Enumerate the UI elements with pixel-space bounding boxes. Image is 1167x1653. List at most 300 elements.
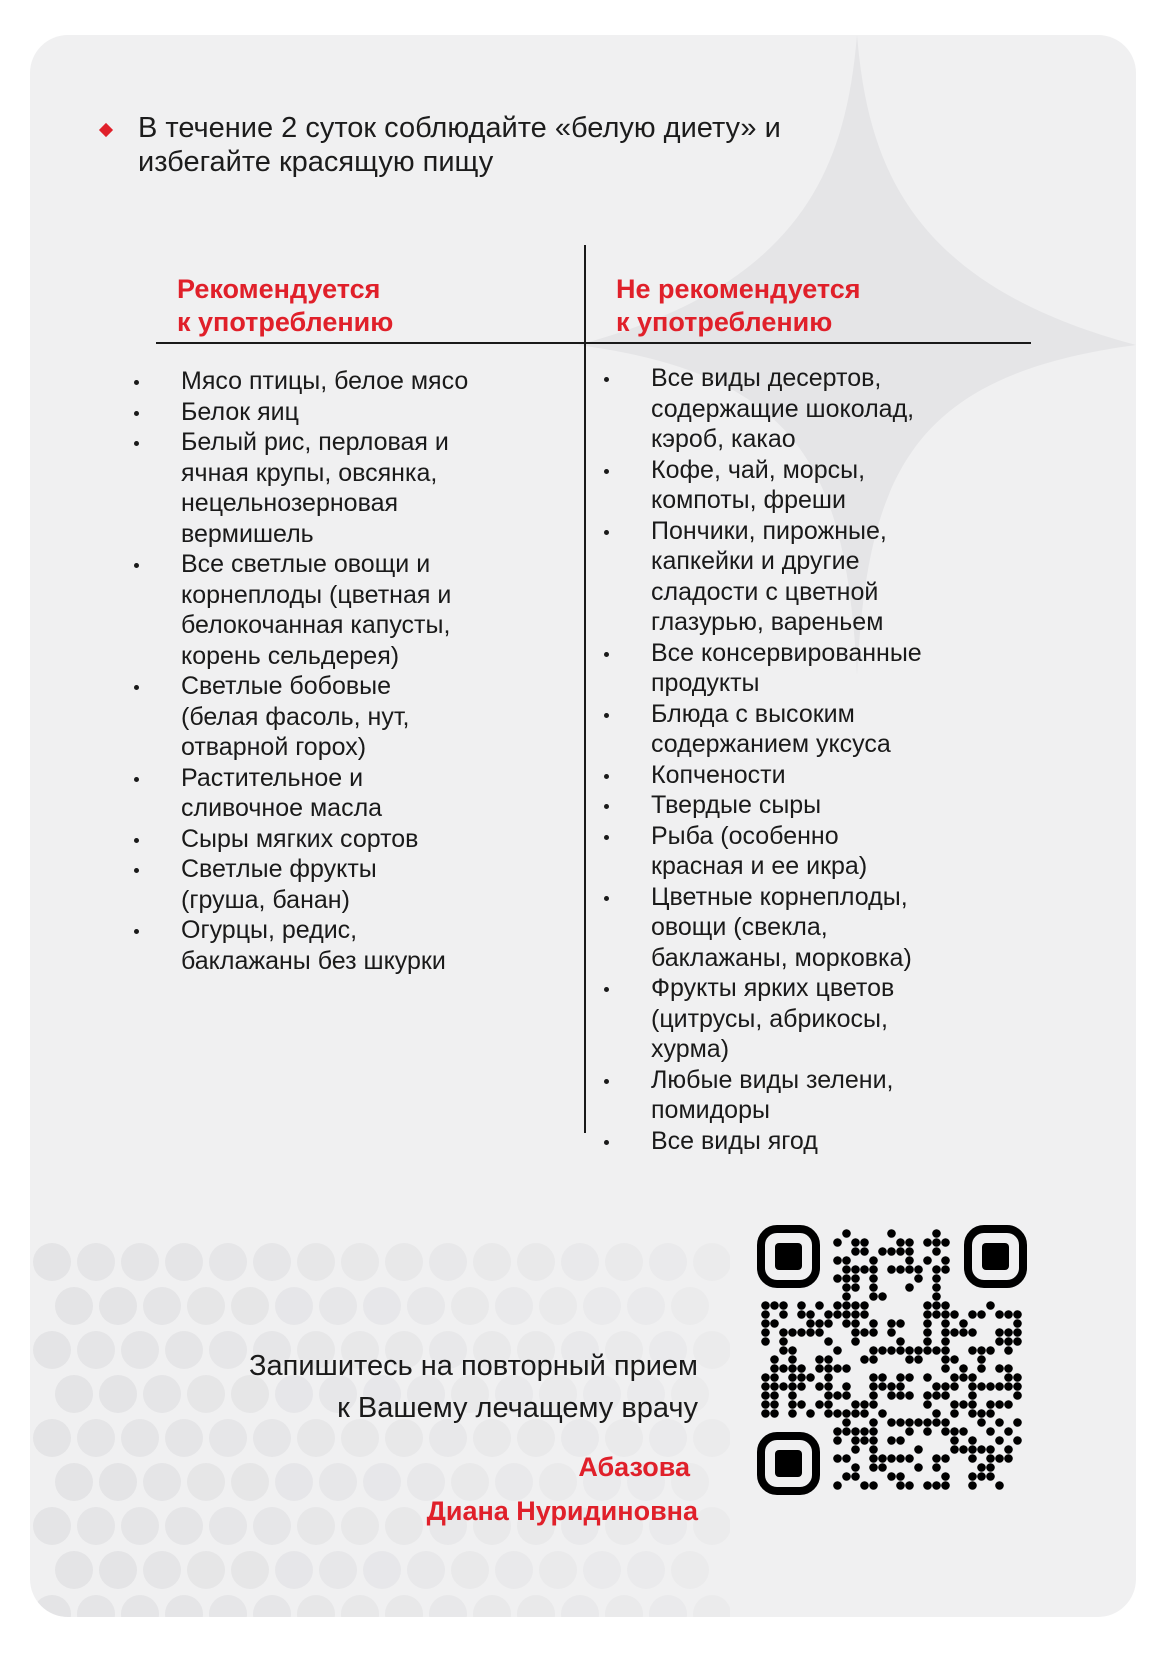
qr-module xyxy=(779,1346,788,1355)
qr-module xyxy=(923,1319,932,1328)
qr-module xyxy=(815,1382,824,1391)
qr-module xyxy=(941,1238,950,1247)
qr-module xyxy=(887,1391,896,1400)
list-item: Белый рис, перловая и ячная крупы, овсянка, нецельнозерновая вермишель xyxy=(130,427,550,549)
qr-module xyxy=(842,1256,851,1265)
qr-module xyxy=(932,1409,941,1418)
qr-module xyxy=(824,1400,833,1409)
qr-module xyxy=(860,1481,869,1490)
qr-module xyxy=(977,1364,986,1373)
pattern-dot xyxy=(451,1287,489,1325)
qr-module xyxy=(887,1382,896,1391)
qr-module xyxy=(887,1328,896,1337)
qr-module xyxy=(833,1427,842,1436)
qr-finder-top-right xyxy=(968,1229,1023,1284)
qr-module xyxy=(896,1418,905,1427)
qr-module xyxy=(986,1409,995,1418)
qr-module xyxy=(851,1400,860,1409)
qr-module xyxy=(1013,1436,1022,1445)
pattern-dot xyxy=(649,1243,687,1281)
qr-module xyxy=(941,1418,950,1427)
pattern-dot xyxy=(275,1287,313,1325)
pattern-dot xyxy=(33,1331,71,1369)
pattern-dot xyxy=(561,1243,599,1281)
qr-module xyxy=(788,1382,797,1391)
qr-module xyxy=(905,1427,914,1436)
qr-module xyxy=(896,1472,905,1481)
qr-module xyxy=(878,1247,887,1256)
qr-module xyxy=(815,1319,824,1328)
pattern-dot xyxy=(407,1551,445,1589)
qr-module xyxy=(842,1364,851,1373)
qr-module xyxy=(869,1445,878,1454)
qr-module xyxy=(833,1238,842,1247)
qr-module xyxy=(761,1310,770,1319)
pattern-dot xyxy=(143,1287,181,1325)
qr-module xyxy=(824,1391,833,1400)
qr-module xyxy=(770,1319,779,1328)
pattern-dot xyxy=(121,1243,159,1281)
qr-module xyxy=(833,1454,842,1463)
pattern-dot xyxy=(385,1595,423,1617)
pattern-dot xyxy=(55,1287,93,1325)
qr-module xyxy=(869,1382,878,1391)
pattern-dot xyxy=(253,1243,291,1281)
recommended-title: Рекомендуется к употреблению xyxy=(177,274,394,337)
pattern-dot xyxy=(297,1595,335,1617)
qr-module xyxy=(761,1328,770,1337)
qr-module xyxy=(914,1463,923,1472)
qr-module xyxy=(968,1391,977,1400)
qr-module xyxy=(869,1274,878,1283)
info-card xyxy=(30,35,1136,1617)
list-item: Любые виды зелени, помидоры xyxy=(600,1065,1020,1126)
qr-module xyxy=(815,1364,824,1373)
qr-module xyxy=(851,1238,860,1247)
pattern-dot xyxy=(33,1419,71,1457)
qr-module xyxy=(914,1274,923,1283)
qr-module xyxy=(923,1400,932,1409)
qr-module xyxy=(878,1409,887,1418)
qr-module xyxy=(959,1319,968,1328)
qr-module xyxy=(833,1391,842,1400)
qr-module xyxy=(887,1247,896,1256)
pattern-dot xyxy=(55,1551,93,1589)
qr-module xyxy=(995,1364,1004,1373)
qr-module xyxy=(860,1436,869,1445)
qr-module xyxy=(869,1319,878,1328)
qr-module xyxy=(914,1355,923,1364)
qr-finder-top-left xyxy=(761,1229,816,1284)
list-item: Все консервированные продукты xyxy=(600,638,1020,699)
pattern-dot xyxy=(583,1287,621,1325)
qr-module xyxy=(851,1283,860,1292)
qr-module xyxy=(1004,1337,1013,1346)
qr-module xyxy=(941,1310,950,1319)
qr-module xyxy=(824,1409,833,1418)
qr-module xyxy=(896,1247,905,1256)
qr-module xyxy=(959,1427,968,1436)
qr-module xyxy=(1004,1427,1013,1436)
qr-finder-bottom-left xyxy=(761,1436,816,1491)
qr-module xyxy=(986,1301,995,1310)
pattern-dot xyxy=(627,1287,665,1325)
qr-module xyxy=(923,1337,932,1346)
qr-module xyxy=(959,1328,968,1337)
qr-module xyxy=(932,1265,941,1274)
pattern-dot xyxy=(231,1463,269,1501)
pattern-dot xyxy=(693,1331,730,1369)
qr-module xyxy=(869,1400,878,1409)
qr-module xyxy=(860,1328,869,1337)
qr-module xyxy=(797,1310,806,1319)
qr-module xyxy=(887,1472,896,1481)
qr-module xyxy=(1004,1346,1013,1355)
qr-module xyxy=(824,1319,833,1328)
qr-module xyxy=(869,1265,878,1274)
qr-module xyxy=(923,1238,932,1247)
doctor-name xyxy=(290,1445,698,1533)
qr-module xyxy=(896,1346,905,1355)
pattern-dot xyxy=(561,1595,599,1617)
qr-module xyxy=(878,1382,887,1391)
qr-module xyxy=(824,1364,833,1373)
qr-module xyxy=(995,1454,1004,1463)
qr-module xyxy=(851,1319,860,1328)
pattern-dot xyxy=(77,1507,115,1545)
qr-module xyxy=(968,1454,977,1463)
qr-module xyxy=(833,1346,842,1355)
list-item: Все виды ягод xyxy=(600,1126,1020,1157)
qr-module xyxy=(905,1346,914,1355)
qr-module xyxy=(779,1328,788,1337)
pattern-dot xyxy=(275,1551,313,1589)
qr-module xyxy=(1013,1328,1022,1337)
qr-module xyxy=(914,1346,923,1355)
qr-module xyxy=(896,1373,905,1382)
pattern-dot xyxy=(121,1507,159,1545)
qr-module xyxy=(923,1418,932,1427)
qr-module xyxy=(914,1445,923,1454)
qr-module xyxy=(896,1265,905,1274)
qr-module xyxy=(932,1454,941,1463)
pattern-dot xyxy=(385,1243,423,1281)
qr-module xyxy=(968,1436,977,1445)
qr-module xyxy=(977,1382,986,1391)
qr-module xyxy=(914,1418,923,1427)
qr-module xyxy=(941,1301,950,1310)
qr-module xyxy=(968,1382,977,1391)
pattern-dot xyxy=(33,1595,71,1617)
pattern-dot xyxy=(473,1595,511,1617)
qr-module xyxy=(905,1418,914,1427)
qr-module xyxy=(977,1355,986,1364)
qr-module xyxy=(833,1481,842,1490)
qr-module xyxy=(941,1346,950,1355)
qr-module xyxy=(770,1364,779,1373)
qr-module xyxy=(842,1283,851,1292)
list-item: Твердые сыры xyxy=(600,790,1020,821)
pattern-dot xyxy=(99,1463,137,1501)
qr-module xyxy=(761,1400,770,1409)
qr-module xyxy=(842,1229,851,1238)
qr-module xyxy=(770,1409,779,1418)
qr-module xyxy=(833,1274,842,1283)
qr-module xyxy=(1013,1382,1022,1391)
pattern-dot xyxy=(55,1375,93,1413)
qr-module xyxy=(842,1454,851,1463)
qr-module xyxy=(761,1373,770,1382)
qr-module xyxy=(860,1247,869,1256)
qr-module xyxy=(842,1301,851,1310)
pattern-dot xyxy=(33,1507,71,1545)
qr-module xyxy=(1004,1310,1013,1319)
qr-module xyxy=(851,1265,860,1274)
pattern-dot xyxy=(187,1463,225,1501)
qr-module xyxy=(797,1301,806,1310)
pattern-dot xyxy=(143,1463,181,1501)
pattern-dot xyxy=(231,1551,269,1589)
qr-module xyxy=(806,1409,815,1418)
qr-module xyxy=(851,1328,860,1337)
qr-module xyxy=(905,1454,914,1463)
qr-module xyxy=(905,1265,914,1274)
qr-module xyxy=(833,1436,842,1445)
pattern-dot xyxy=(693,1595,730,1617)
qr-module xyxy=(896,1454,905,1463)
qr-module xyxy=(950,1445,959,1454)
qr-module xyxy=(833,1301,842,1310)
qr-module xyxy=(932,1238,941,1247)
qr-module xyxy=(770,1301,779,1310)
pattern-dot xyxy=(671,1551,709,1589)
pattern-dot xyxy=(253,1595,291,1617)
qr-module xyxy=(1013,1337,1022,1346)
qr-module xyxy=(860,1301,869,1310)
qr-module xyxy=(923,1346,932,1355)
qr-module xyxy=(986,1427,995,1436)
pattern-dot xyxy=(209,1595,247,1617)
qr-module xyxy=(1013,1391,1022,1400)
qr-module xyxy=(833,1256,842,1265)
pattern-dot xyxy=(429,1243,467,1281)
qr-module xyxy=(842,1472,851,1481)
qr-module xyxy=(941,1355,950,1364)
qr-module xyxy=(995,1400,1004,1409)
qr-module xyxy=(932,1463,941,1472)
pattern-dot xyxy=(583,1551,621,1589)
qr-module xyxy=(869,1418,878,1427)
qr-module xyxy=(986,1463,995,1472)
pattern-dot xyxy=(77,1243,115,1281)
qr-module xyxy=(932,1301,941,1310)
qr-module xyxy=(851,1409,860,1418)
qr-module xyxy=(923,1310,932,1319)
qr-module xyxy=(797,1373,806,1382)
qr-module xyxy=(995,1481,1004,1490)
pattern-dot xyxy=(77,1595,115,1617)
qr-module xyxy=(869,1346,878,1355)
qr-module xyxy=(914,1265,923,1274)
list-item: Мясо птицы, белое мясо xyxy=(130,366,550,397)
qr-module xyxy=(842,1274,851,1283)
qr-module xyxy=(860,1238,869,1247)
qr-module xyxy=(995,1418,1004,1427)
qr-module xyxy=(950,1382,959,1391)
qr-module xyxy=(986,1472,995,1481)
qr-module xyxy=(941,1337,950,1346)
qr-module xyxy=(770,1391,779,1400)
qr-module xyxy=(860,1400,869,1409)
qr-module xyxy=(950,1373,959,1382)
qr-module xyxy=(1004,1373,1013,1382)
qr-module xyxy=(995,1328,1004,1337)
qr-module xyxy=(851,1445,860,1454)
list-item: Пончики, пирожные, капкейки и другие сладости с цветной глазурью, вареньем xyxy=(600,516,1020,638)
qr-module xyxy=(986,1382,995,1391)
qr-module xyxy=(869,1373,878,1382)
qr-module xyxy=(797,1400,806,1409)
pattern-dot xyxy=(473,1243,511,1281)
qr-module xyxy=(905,1247,914,1256)
qr-module xyxy=(779,1310,788,1319)
pattern-dot xyxy=(165,1243,203,1281)
pattern-dot xyxy=(165,1595,203,1617)
qr-module xyxy=(977,1418,986,1427)
qr-module xyxy=(1004,1400,1013,1409)
qr-module xyxy=(941,1328,950,1337)
qr-module xyxy=(851,1301,860,1310)
qr-module xyxy=(1013,1418,1022,1427)
pattern-dot xyxy=(605,1595,643,1617)
qr-module xyxy=(824,1382,833,1391)
column-divider xyxy=(584,245,586,1133)
qr-module xyxy=(896,1319,905,1328)
qr-module xyxy=(968,1400,977,1409)
qr-module xyxy=(1013,1373,1022,1382)
pattern-dot xyxy=(627,1551,665,1589)
qr-module xyxy=(860,1265,869,1274)
qr-module xyxy=(788,1364,797,1373)
qr-module xyxy=(950,1427,959,1436)
qr-module xyxy=(932,1283,941,1292)
qr-module xyxy=(797,1364,806,1373)
qr-module xyxy=(977,1346,986,1355)
pattern-dot xyxy=(99,1551,137,1589)
qr-module xyxy=(968,1445,977,1454)
pattern-dot xyxy=(495,1551,533,1589)
qr-module xyxy=(788,1409,797,1418)
qr-module xyxy=(833,1310,842,1319)
qr-module xyxy=(932,1229,941,1238)
qr-module xyxy=(869,1283,878,1292)
qr-module xyxy=(842,1409,851,1418)
qr-module xyxy=(815,1400,824,1409)
pattern-dot xyxy=(341,1595,379,1617)
qr-module xyxy=(824,1337,833,1346)
intro-text: В течение 2 суток соблюдайте «белую диету» и избегайте красящую пищу xyxy=(138,112,781,178)
qr-module xyxy=(869,1391,878,1400)
qr-module xyxy=(761,1409,770,1418)
qr-module xyxy=(824,1373,833,1382)
not-recommended-title: Не рекомендуется к употреблению xyxy=(616,274,861,337)
intro-note xyxy=(105,111,1005,179)
qr-module xyxy=(941,1454,950,1463)
qr-module xyxy=(905,1373,914,1382)
qr-module xyxy=(806,1310,815,1319)
qr-module xyxy=(887,1418,896,1427)
qr-module xyxy=(995,1310,1004,1319)
qr-module xyxy=(905,1238,914,1247)
pattern-dot xyxy=(693,1243,730,1281)
qr-module xyxy=(860,1310,869,1319)
qr-module xyxy=(986,1454,995,1463)
qr-code[interactable] xyxy=(757,1225,1027,1495)
qr-module xyxy=(932,1247,941,1256)
qr-module xyxy=(851,1436,860,1445)
not-recommended-list xyxy=(600,363,1020,1156)
pattern-dot xyxy=(209,1243,247,1281)
qr-module xyxy=(950,1409,959,1418)
qr-module xyxy=(950,1328,959,1337)
qr-module xyxy=(986,1445,995,1454)
qr-module xyxy=(815,1355,824,1364)
qr-module xyxy=(968,1373,977,1382)
list-item: Светлые бобовые (белая фасоль, нут, отварной горох) xyxy=(130,671,550,763)
qr-module xyxy=(995,1382,1004,1391)
qr-module xyxy=(995,1337,1004,1346)
pattern-dot xyxy=(297,1243,335,1281)
qr-module xyxy=(797,1328,806,1337)
header-divider xyxy=(156,342,1031,344)
qr-module xyxy=(977,1445,986,1454)
list-item: Огурцы, редис, баклажаны без шкурки xyxy=(130,915,550,976)
qr-module xyxy=(950,1436,959,1445)
doctor-first-names: Диана Нуридиновна xyxy=(426,1496,698,1526)
qr-module xyxy=(842,1265,851,1274)
qr-module xyxy=(797,1382,806,1391)
pattern-dot xyxy=(363,1551,401,1589)
qr-module xyxy=(959,1400,968,1409)
qr-module xyxy=(788,1346,797,1355)
qr-module xyxy=(1004,1382,1013,1391)
qr-module xyxy=(932,1274,941,1283)
qr-module xyxy=(950,1400,959,1409)
qr-module xyxy=(869,1463,878,1472)
pattern-dot xyxy=(55,1463,93,1501)
pattern-dot xyxy=(407,1287,445,1325)
qr-module xyxy=(824,1310,833,1319)
pattern-dot xyxy=(517,1243,555,1281)
qr-module xyxy=(932,1346,941,1355)
qr-module xyxy=(761,1382,770,1391)
qr-module xyxy=(905,1391,914,1400)
pattern-dot xyxy=(143,1551,181,1589)
pattern-dot xyxy=(671,1287,709,1325)
qr-module xyxy=(833,1364,842,1373)
qr-module xyxy=(842,1310,851,1319)
qr-module xyxy=(788,1400,797,1409)
list-item: Белок яиц xyxy=(130,397,550,428)
qr-module xyxy=(869,1481,878,1490)
list-item: Растительное и сливочное масла xyxy=(130,763,550,824)
pattern-dot xyxy=(517,1595,555,1617)
qr-module xyxy=(932,1391,941,1400)
pattern-dot xyxy=(495,1287,533,1325)
list-item: Цветные корнеплоды, овощи (свекла, баклажаны, морковка) xyxy=(600,882,1020,974)
list-item: Все светлые овощи и корнеплоды (цветная и белокочанная капусты, корень сельдерея) xyxy=(130,549,550,671)
qr-module xyxy=(887,1265,896,1274)
